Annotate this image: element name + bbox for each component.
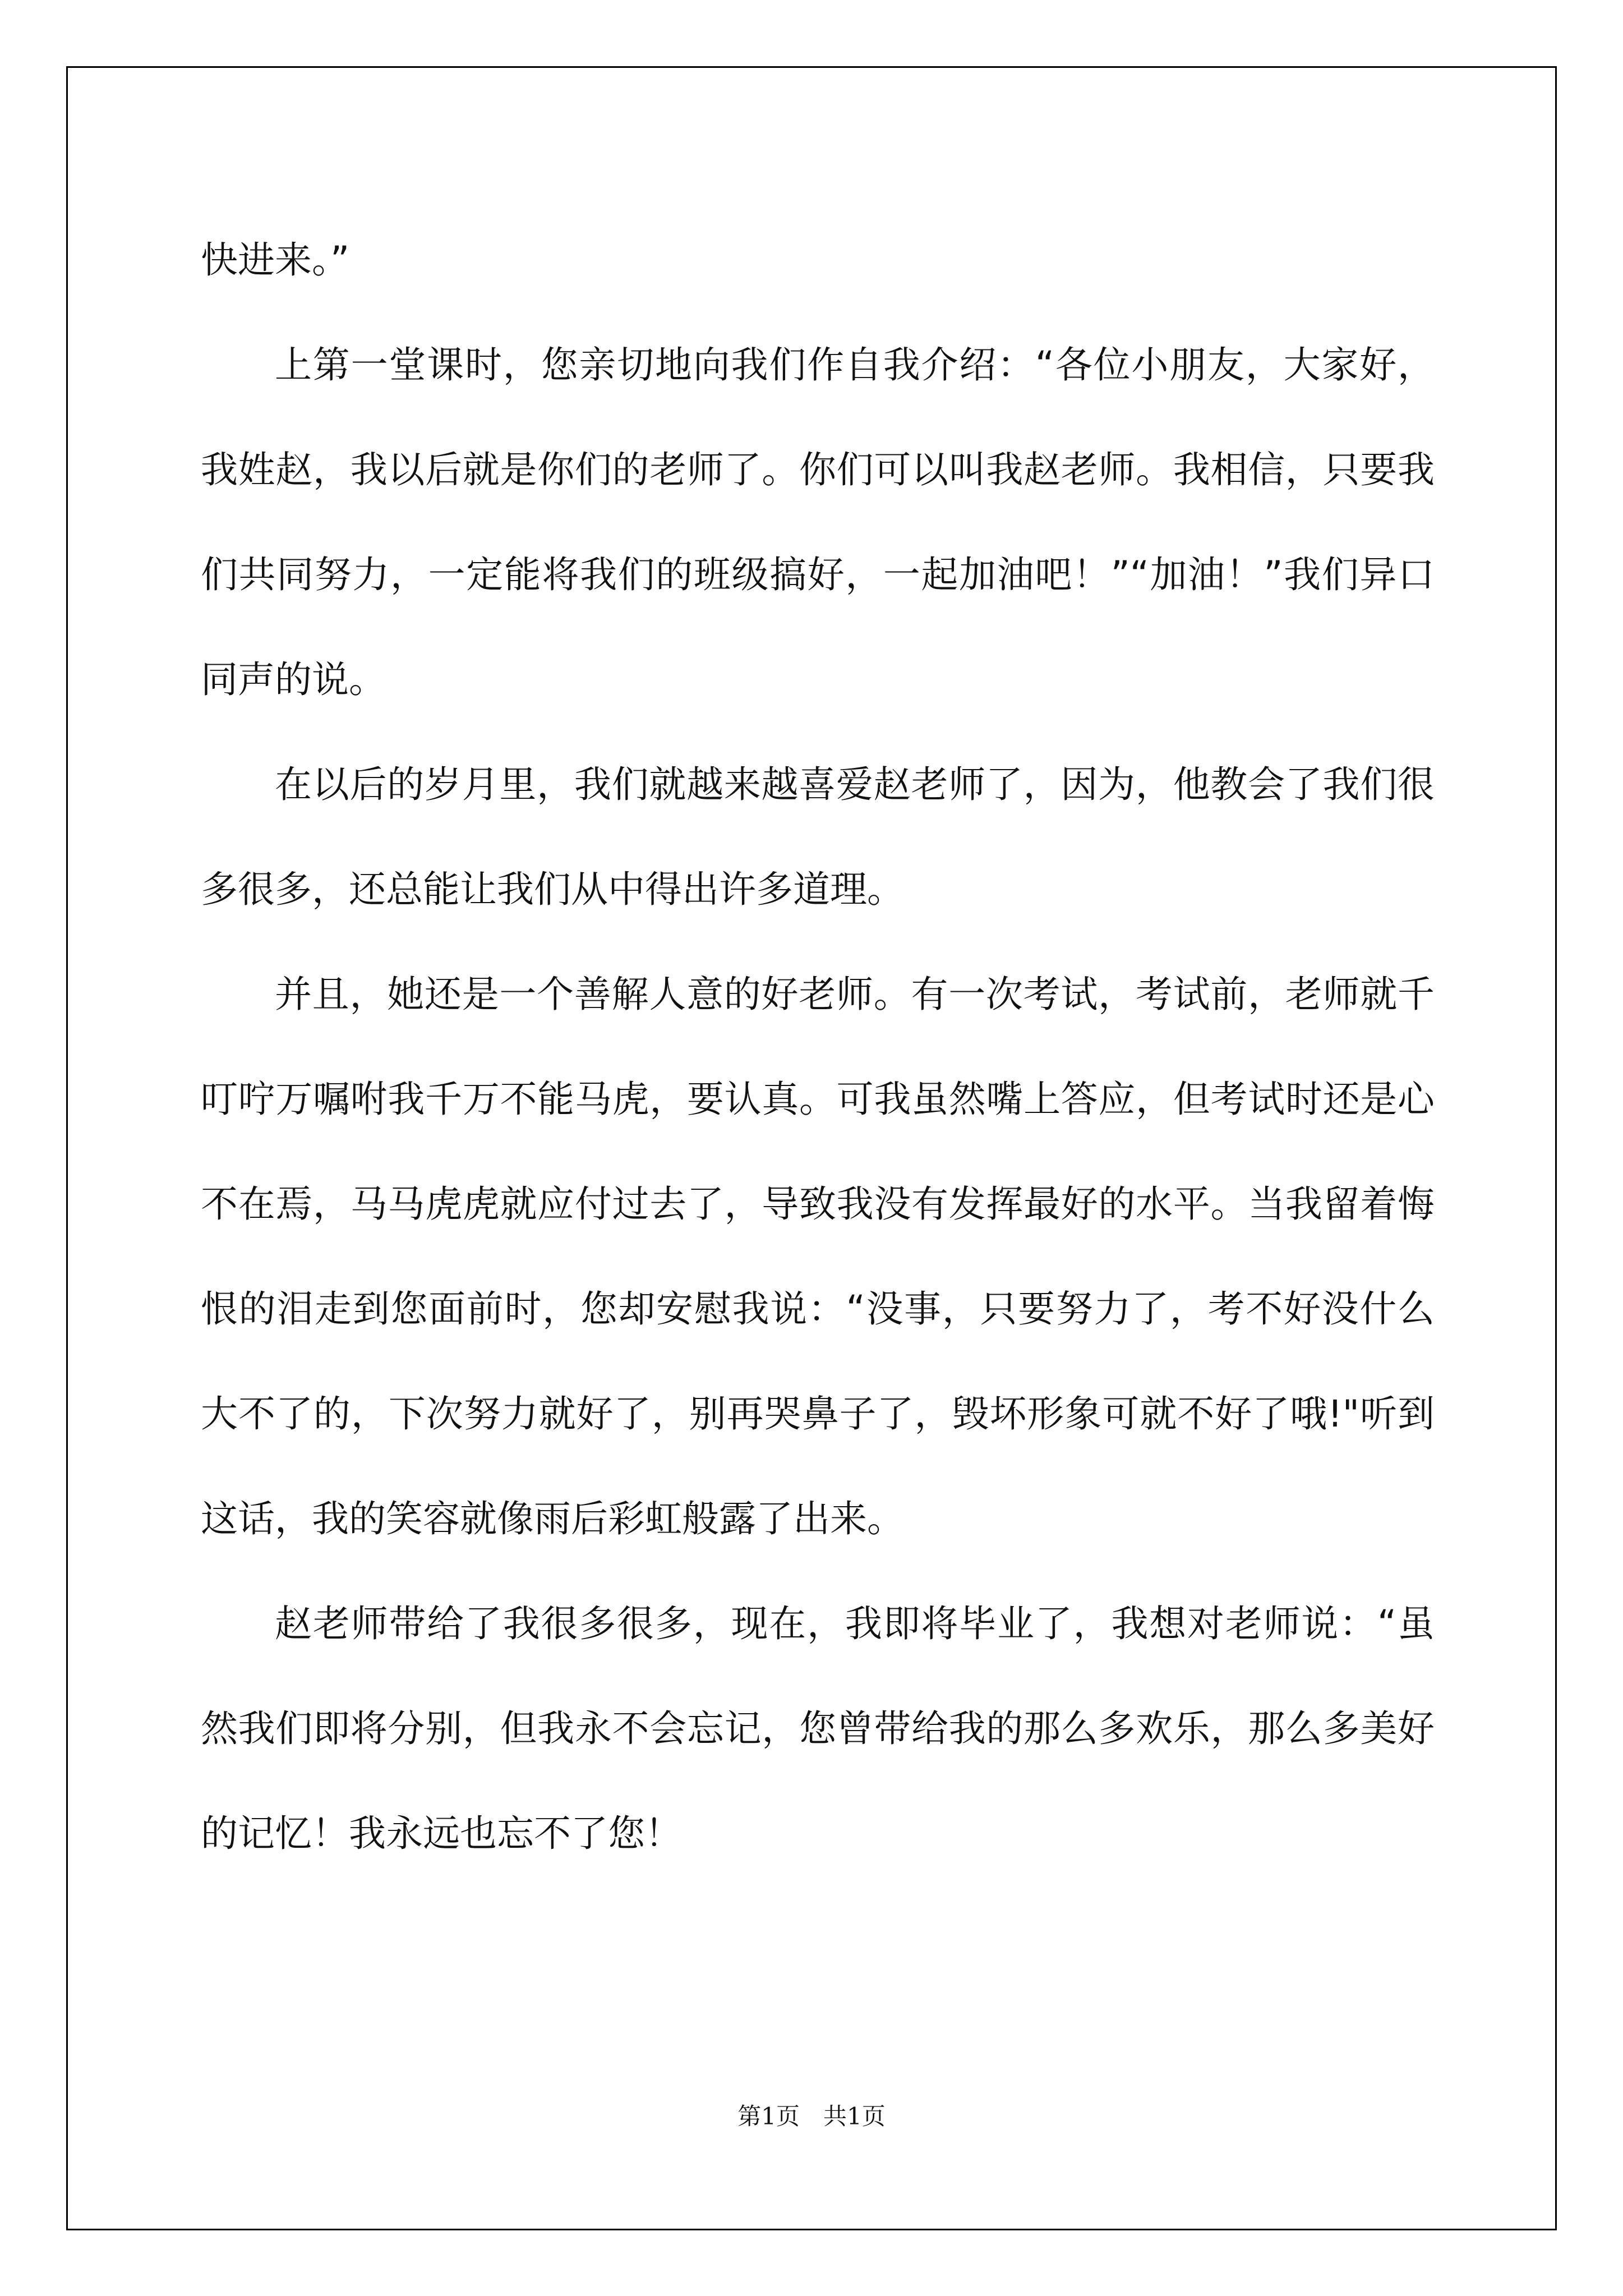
page-number-footer: 第1页 共1页: [737, 2102, 886, 2130]
paragraph-3: 在以后的岁月里，我们就越来越喜爱赵老师了，因为，他教会了我们很多很多，还总能让我们从中得出许多道理。: [201, 763, 1435, 911]
paragraph-2: 上第一堂课时，您亲切地向我们作自我介绍：“各位小朋友，大家好，我姓赵，我以后就是你们的老师了。你们可以叫我赵老师。我相信，只要我们共同努力，一定能将我们的班级搞好，一起加油吧！”“加油！”我们异口同声的说。: [201, 343, 1435, 701]
document-body: [201, 208, 1435, 1886]
paragraph-5: 赵老师带给了我很多很多，现在，我即将毕业了，我想对老师说：“虽然我们即将分别，但我永不会忘记，您曾带给我的那么多欢乐，那么多美好的记忆！我永远也忘不了您！: [201, 1602, 1435, 1855]
paragraph-1: 快进来。”: [201, 238, 350, 282]
paragraph-4: 并且，她还是一个善解人意的好老师。有一次考试，考试前，老师就千叮咛万嘱咐我千万不能马虎，要认真。可我虽然嘴上答应，但考试时还是心不在焉，马马虎虎就应付过去了，导致我没有发挥最好的水平。当我留着悔恨的泪走到您面前时，您却安慰我说：“没事，只要努力了，考不好没什么大不了的，下次努力就好了，别再哭鼻子了，毁坏形象可就不好了哦!"听到这话，我的笑容就像雨后彩虹般露了出来。: [201, 973, 1435, 1540]
